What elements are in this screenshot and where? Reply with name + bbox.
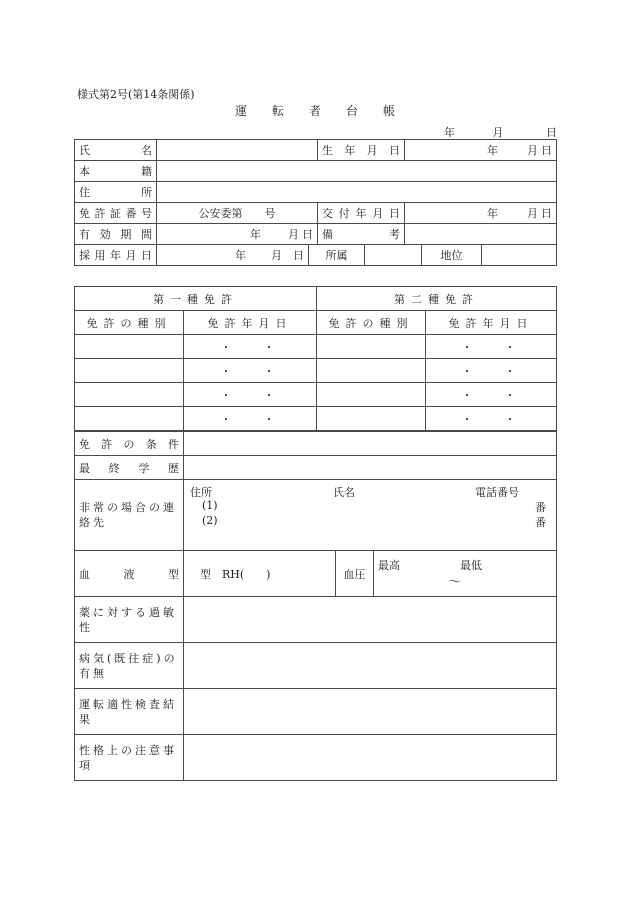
hire-date-field[interactable]: 年 月 日 bbox=[157, 245, 309, 266]
bp-max-label: 最高 bbox=[378, 559, 400, 572]
remarks-field[interactable] bbox=[405, 224, 557, 245]
emergency-ban-1: 番 bbox=[535, 501, 546, 514]
education-label: 最終学歴 bbox=[75, 456, 184, 480]
dept-label: 所属 bbox=[309, 245, 365, 266]
issue-date-label: 交付年月日 bbox=[318, 203, 405, 224]
date-day: 日 bbox=[546, 126, 557, 139]
license-no-label: 免許証番号 bbox=[75, 203, 157, 224]
aptitude-test-label: 運転適性検査結果 bbox=[75, 689, 184, 735]
license-no-field[interactable]: 公安委第 号 bbox=[157, 203, 318, 224]
date-month: 月 bbox=[492, 126, 504, 139]
name-field[interactable] bbox=[157, 140, 318, 161]
first-license-date-cell[interactable]: ・ ・ bbox=[184, 359, 317, 383]
first-license-type-cell[interactable] bbox=[75, 383, 184, 407]
form-number: 様式第2号(第14条関係) bbox=[77, 88, 195, 101]
first-license-type-cell[interactable] bbox=[75, 335, 184, 359]
personality-notes-field[interactable] bbox=[184, 735, 557, 781]
personality-notes-label: 性格上の注意事項 bbox=[75, 735, 184, 781]
bp-range-tilde: ～ bbox=[448, 575, 462, 590]
form-title: 運転者台帳 bbox=[234, 104, 420, 118]
emergency-ban-2: 番 bbox=[535, 516, 546, 529]
drug-allergy-label: 薬に対する過敏性 bbox=[75, 597, 184, 643]
second-license-date-cell[interactable]: ・ ・ bbox=[426, 335, 557, 359]
first-license-date-cell[interactable]: ・ ・ bbox=[184, 383, 317, 407]
honseki-label: 本 籍 bbox=[75, 161, 157, 182]
first-license-date-cell[interactable]: ・ ・ bbox=[184, 407, 317, 431]
emergency-contact-1: (1) bbox=[202, 499, 218, 512]
dept-field[interactable] bbox=[365, 245, 422, 266]
position-label: 地位 bbox=[422, 245, 482, 266]
first-license-date-header: 免許年月日 bbox=[184, 311, 317, 335]
issue-date-field[interactable]: 年 月 日 bbox=[405, 203, 557, 224]
honseki-field[interactable] bbox=[157, 161, 557, 182]
emergency-address-label: 住所 bbox=[190, 486, 212, 499]
first-license-date-cell[interactable]: ・ ・ bbox=[184, 335, 317, 359]
blood-type-label: 血 液 型 bbox=[75, 551, 184, 597]
address-field[interactable] bbox=[157, 182, 557, 203]
second-license-type-header: 免許の種別 bbox=[317, 311, 426, 335]
license-table bbox=[74, 286, 557, 431]
second-license-type-cell[interactable] bbox=[317, 383, 426, 407]
drug-allergy-field[interactable] bbox=[184, 597, 557, 643]
first-class-license-header: 第一種免許 bbox=[75, 287, 317, 311]
second-class-license-header: 第二種免許 bbox=[317, 287, 557, 311]
valid-period-label: 有効期間 bbox=[75, 224, 157, 245]
date-year: 年 bbox=[444, 126, 455, 139]
name-label: 氏 名 bbox=[75, 140, 157, 161]
blood-type-field[interactable]: 型 RH( ) bbox=[184, 551, 336, 597]
emergency-contact-2: (2) bbox=[202, 514, 218, 527]
first-license-type-header: 免許の種別 bbox=[75, 311, 184, 335]
address-label: 住 所 bbox=[75, 182, 157, 203]
conditions-label: 免許の条件 bbox=[75, 432, 184, 456]
conditions-field[interactable] bbox=[184, 432, 557, 456]
illness-field[interactable] bbox=[184, 643, 557, 689]
first-license-type-cell[interactable] bbox=[75, 359, 184, 383]
hire-date-label: 採用年月日 bbox=[75, 245, 157, 266]
form-date bbox=[444, 124, 557, 140]
emergency-label: 非常の場合の連絡先 bbox=[75, 480, 184, 551]
education-field[interactable] bbox=[184, 456, 557, 480]
emergency-field[interactable] bbox=[184, 480, 557, 551]
blood-pressure-label: 血圧 bbox=[336, 551, 374, 597]
valid-period-field[interactable]: 年 月 日 bbox=[157, 224, 318, 245]
birth-field[interactable]: 年 月 日 bbox=[405, 140, 557, 161]
illness-label: 病気(既往症)の有無 bbox=[75, 643, 184, 689]
second-license-date-header: 免許年月日 bbox=[426, 311, 557, 335]
emergency-name-label: 氏名 bbox=[333, 486, 355, 499]
emergency-phone-label: 電話番号 bbox=[475, 486, 519, 499]
blood-pressure-field[interactable] bbox=[374, 551, 557, 597]
second-license-date-cell[interactable]: ・ ・ bbox=[426, 407, 557, 431]
second-license-type-cell[interactable] bbox=[317, 359, 426, 383]
register-upper-table bbox=[74, 139, 557, 266]
register-lower-table bbox=[74, 431, 557, 781]
position-field[interactable] bbox=[482, 245, 557, 266]
second-license-date-cell[interactable]: ・ ・ bbox=[426, 383, 557, 407]
first-license-type-cell[interactable] bbox=[75, 407, 184, 431]
bp-min-label: 最低 bbox=[460, 559, 482, 572]
second-license-date-cell[interactable]: ・ ・ bbox=[426, 359, 557, 383]
second-license-type-cell[interactable] bbox=[317, 407, 426, 431]
remarks-label: 備 考 bbox=[318, 224, 405, 245]
second-license-type-cell[interactable] bbox=[317, 335, 426, 359]
aptitude-test-field[interactable] bbox=[184, 689, 557, 735]
birth-label: 生年月日 bbox=[318, 140, 405, 161]
